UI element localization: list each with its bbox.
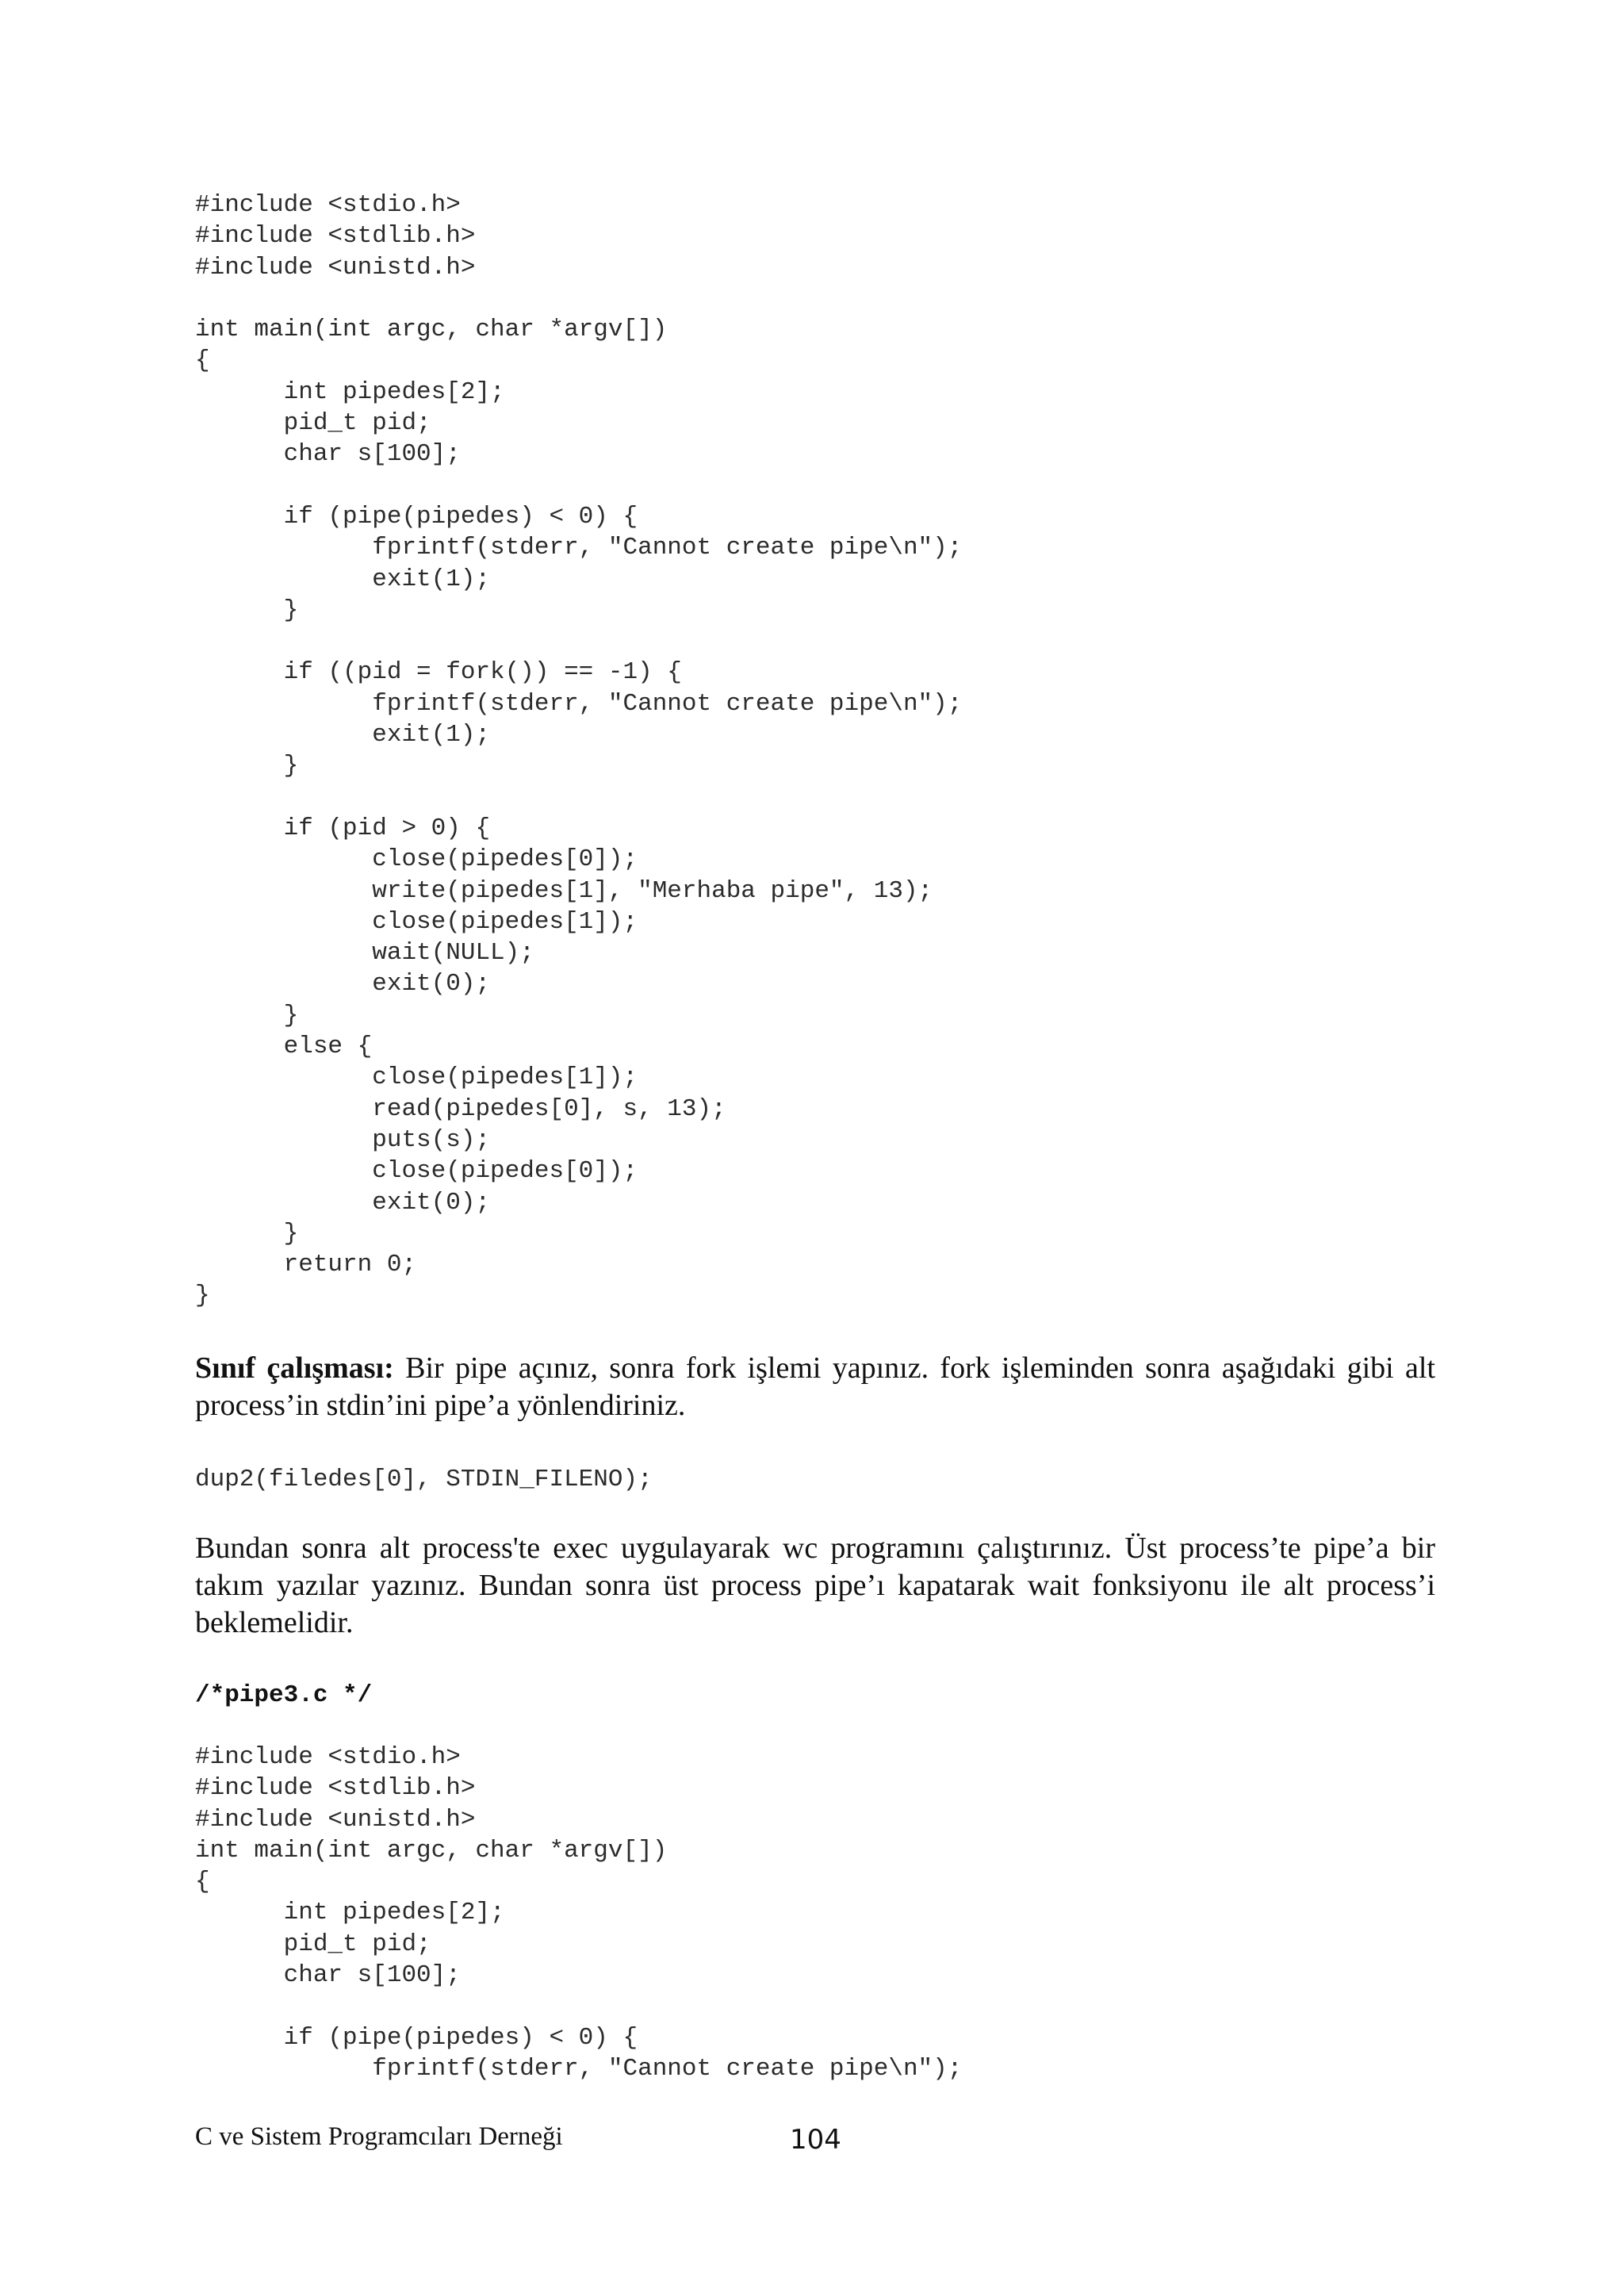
code-block-2: #include <stdio.h> #include <stdlib.h> #include <unistd.h> int main(int argc, char *argv[]) { int pipedes[2]; pid_t pid; char s[100]; if (pipe(pipedes) < 0) { fprintf(stderr, "Cannot create pipe\n");	[195, 1743, 963, 2083]
instructions-paragraph: Bundan sonra alt process'te exec uygulayarak wc programını çalıştırınız. Üst process’te pipe’a bir takım yazılar yazınız. Bundan sonra üst process pipe’ı kapatarak wait fonksiyonu ile alt process’i beklemelidir.	[195, 1531, 1435, 1639]
code-block-1: #include <stdio.h> #include <stdlib.h> #include <unistd.h> int main(int argc, char *argv[]) { int pipedes[2]; pid_t pid; char s[100]; if (pipe(pipedes) < 0) { fprintf(stderr, "Cannot create pipe\n"); exit(1); } if ((pid = fork()) == -1) { fprintf(stderr, "Cannot create pipe\n"); exit(1); } if (pid > 0) { close(pipedes[0]); write(pipedes[1], "Merhaba pipe", 13); close(pipedes[1]); wait(NULL); exit(0); } else { close(pipedes[1]); read(pipedes[0], s, 13); puts(s); close(pipedes[0]); exit(0); } return 0; }	[195, 191, 963, 1310]
footer-organization: C ve Sistem Programcıları Derneği	[195, 2122, 563, 2151]
file-label: /*pipe3.c */	[195, 1681, 373, 1709]
exercise-label: Sınıf çalışması:	[195, 1351, 394, 1385]
exercise-text: Bir pipe açınız, sonra fork işlemi yapınız. fork işleminden sonra aşağıdaki gibi alt process’in stdin’ini pipe’a yönlendiriniz.	[195, 1351, 1436, 1422]
dup2-code-line: dup2(filedes[0], STDIN_FILENO);	[195, 1466, 653, 1493]
exercise-paragraph	[195, 1350, 1435, 1424]
page-number: 104	[790, 2124, 841, 2156]
